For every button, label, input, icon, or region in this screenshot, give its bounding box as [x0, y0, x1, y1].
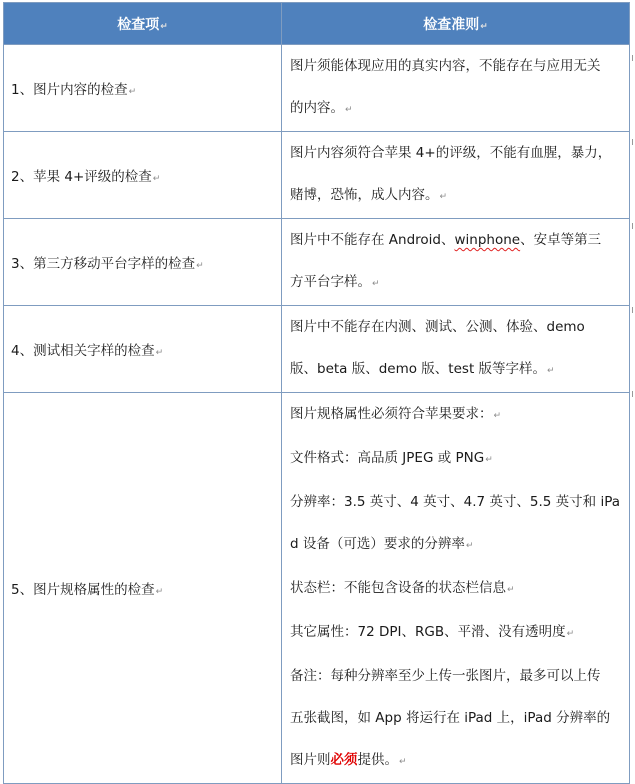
criteria-cell: 图片须能体现应用的真实内容，不能存在与应用无关 的内容。↵	[282, 45, 630, 132]
spellcheck-word: winphone	[454, 232, 521, 248]
check-item-cell: 2、苹果 4+评级的检查↵	[4, 132, 282, 219]
row-end-marker	[629, 55, 633, 61]
criteria-cell: 图片规格属性必须符合苹果要求：↵ 文件格式：高品质 JPEG 或 PNG↵ 分辨率：3.5 英寸、4 英寸、4.7 英寸、5.5 英寸和 iPa d 设备（可选）要求的分辨率↵ 状态栏：不能包含设备的状态栏信息↵ 其它属性：72 DPI、RGB、平滑、没有透明度↵ 备注：每种分辨率至少上传一张图片，最多可以上传 五张截图，如 App 将运行在 iPad 上，iPad 分辨率的 图片则必须提供。↵	[282, 393, 630, 784]
row-end-marker	[629, 391, 633, 397]
check-item-cell: 4、测试相关字样的检查↵	[4, 306, 282, 393]
check-item-cell: 1、图片内容的检查↵	[4, 45, 282, 132]
header-check-criteria: 检查准则↵	[282, 3, 630, 45]
header-check-item: 检查项↵	[4, 3, 282, 45]
criteria-cell: 图片中不能存在 Android、winphone、安卓等第三 方平台字样。↵	[282, 219, 630, 306]
header-row	[4, 3, 630, 45]
row-end-marker	[629, 307, 633, 313]
check-item-cell: 5、图片规格属性的检查↵	[4, 393, 282, 784]
table-row	[4, 132, 630, 219]
table-row	[4, 219, 630, 306]
row-end-marker	[629, 223, 633, 229]
row-end-marker	[629, 139, 633, 145]
table-row	[4, 393, 630, 784]
emphasis-text: 必须	[330, 752, 358, 768]
check-item-cell: 3、第三方移动平台字样的检查↵	[4, 219, 282, 306]
criteria-cell: 图片内容须符合苹果 4+的评级，不能有血腥，暴力， 赌博，恐怖，成人内容。↵	[282, 132, 630, 219]
spec-table	[3, 2, 630, 784]
table-row	[4, 45, 630, 132]
table-row	[4, 306, 630, 393]
criteria-cell: 图片中不能存在内测、测试、公测、体验、demo 版、beta 版、demo 版、test 版等字样。↵	[282, 306, 630, 393]
